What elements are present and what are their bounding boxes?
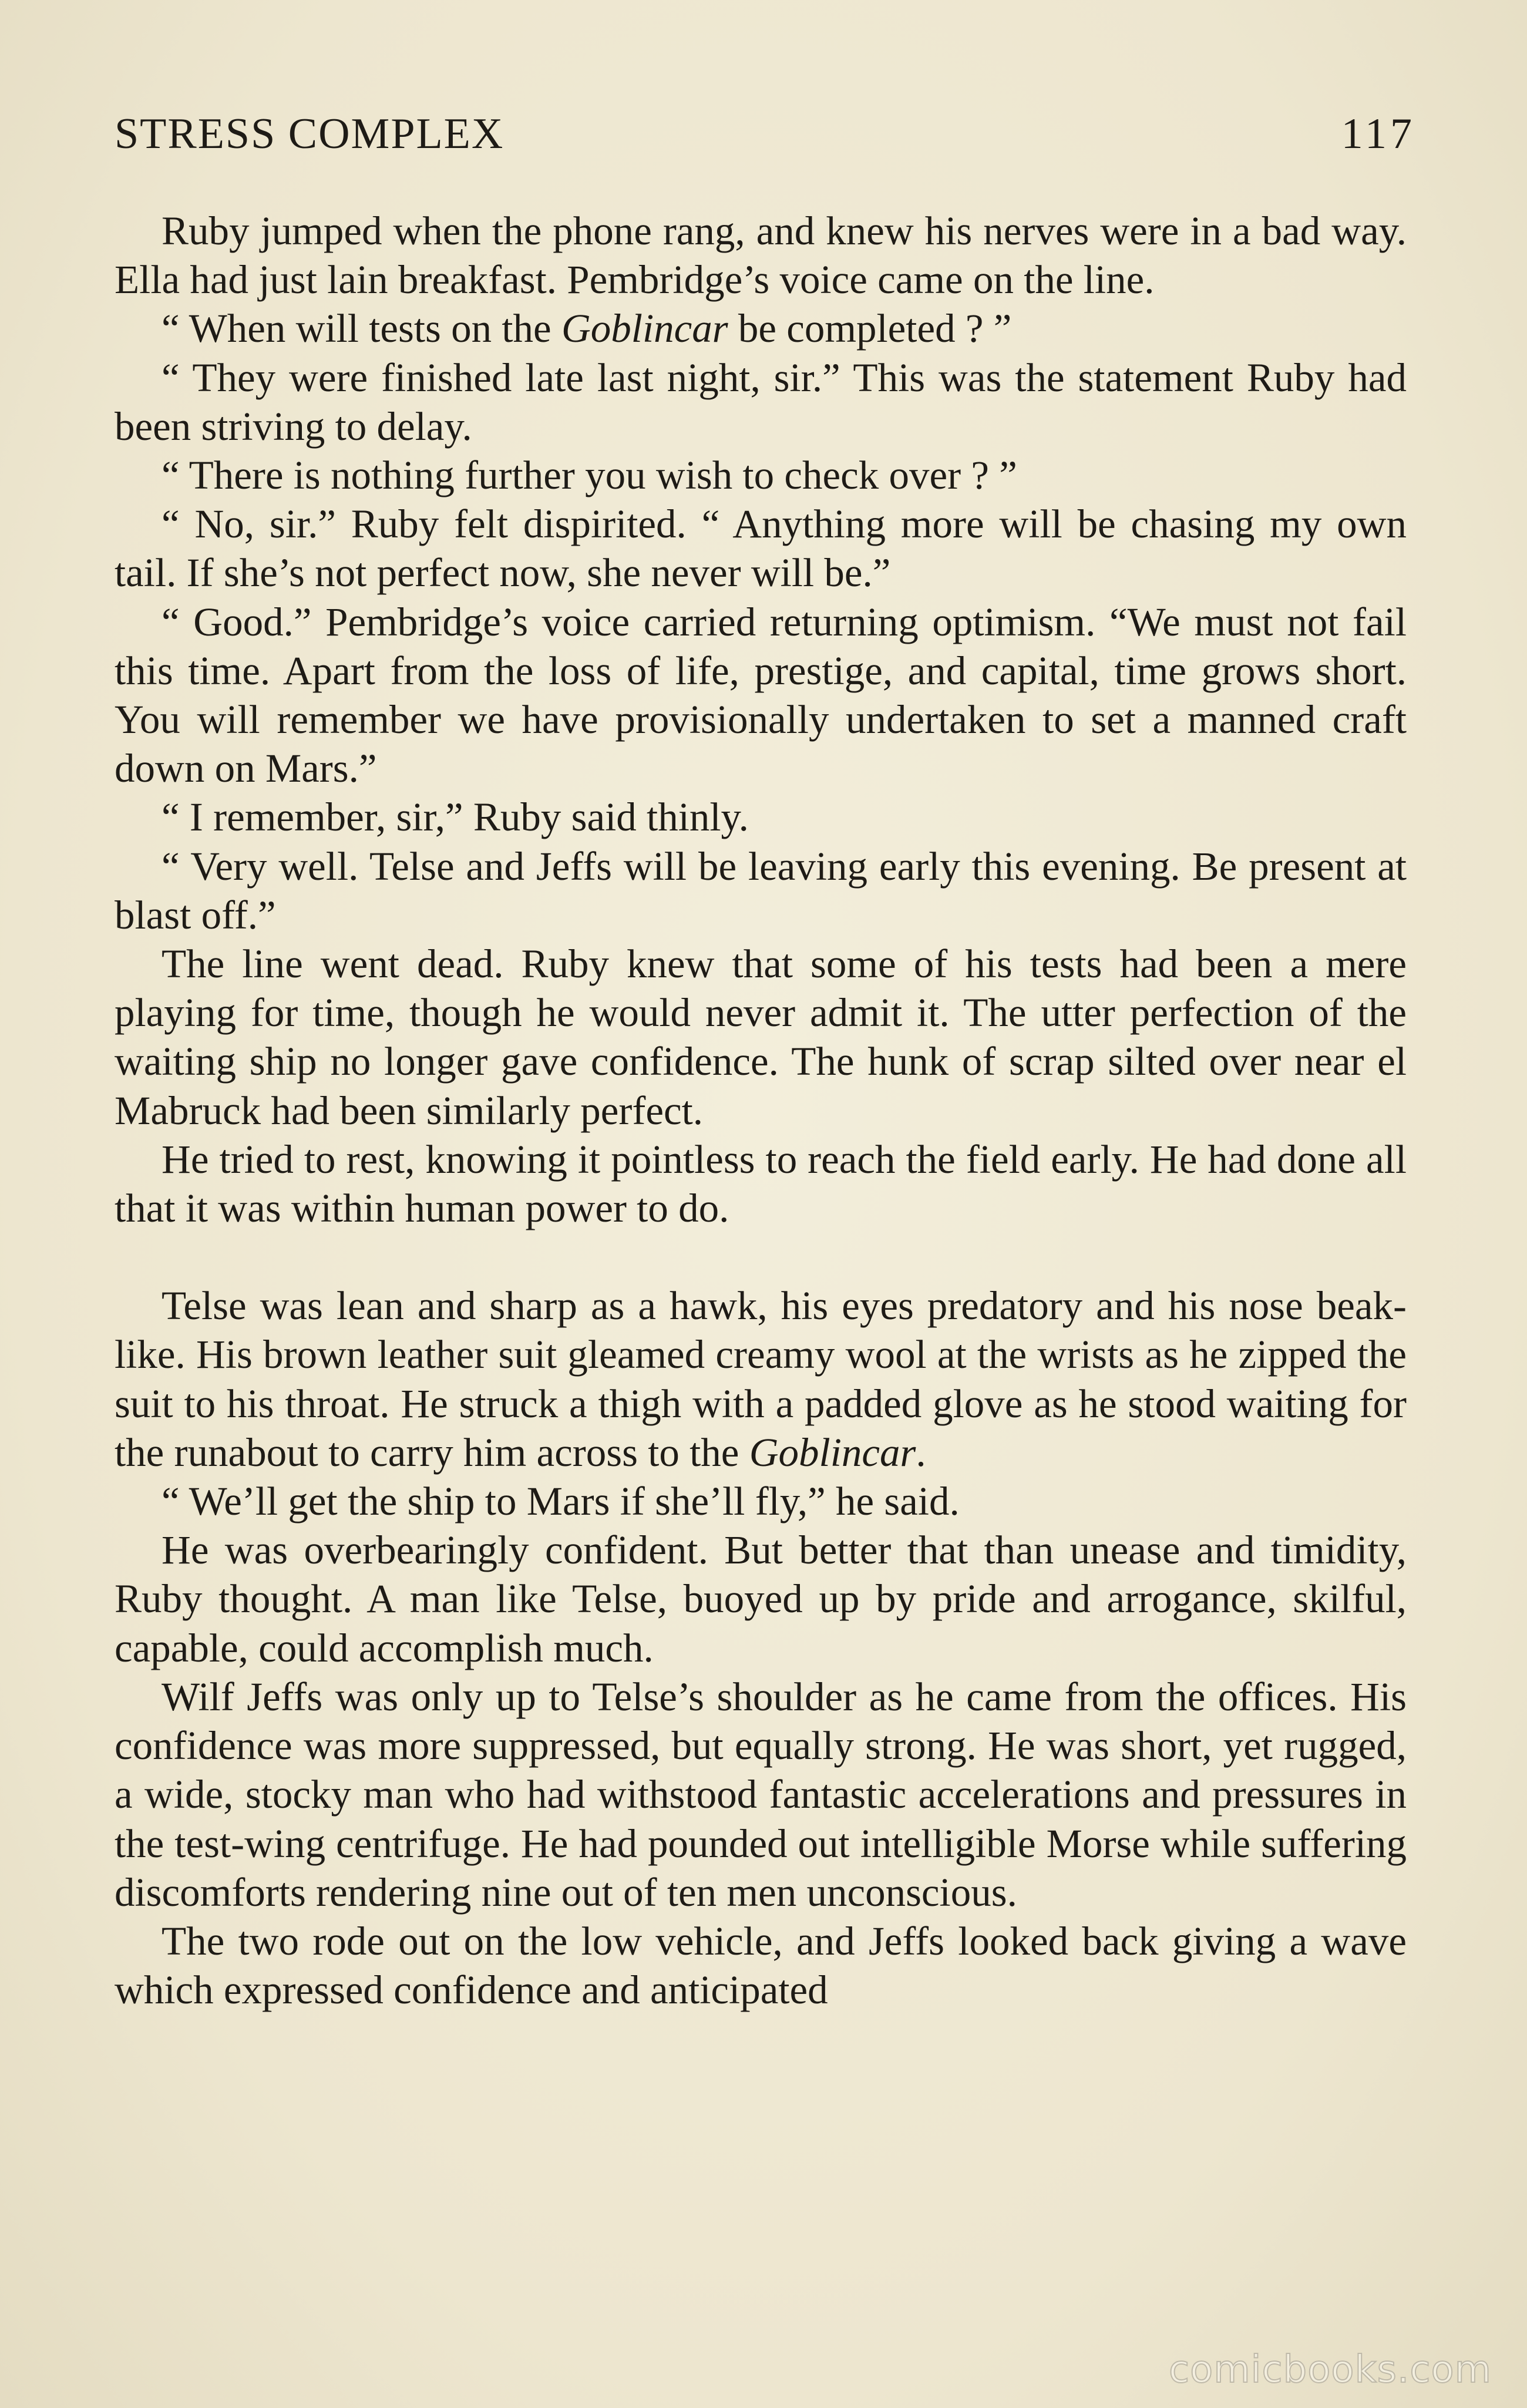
- text-segment: “ Very well. Telse and Jeffs will be leaving early this evening. Be present at blast off.”: [115, 843, 1407, 937]
- paragraph: [115, 1526, 1407, 1673]
- text-segment: be completed ? ”: [728, 306, 1012, 351]
- text-segment: Telse was lean and sharp as a hawk, his eyes predatory and his nose beak-like. His brown leather suit gleamed creamy wool at the wrists as he zipped the suit to his throat. He struck a thigh with a padded glove as he stood waiting for the runabout to carry him across to the: [115, 1283, 1407, 1475]
- italic-ship-name: Goblincar: [561, 306, 728, 351]
- paragraph: [115, 1917, 1407, 2014]
- paragraph: [115, 1477, 1407, 1526]
- text-segment: .: [916, 1430, 926, 1475]
- text-segment: “ There is nothing further you wish to check over ? ”: [162, 453, 1017, 498]
- paragraph: [115, 940, 1407, 1135]
- running-head: [115, 105, 1415, 163]
- paragraph: [115, 451, 1407, 500]
- text-segment: “ Good.” Pembridge’s voice carried returning optimism. “We must not fail this time. Apart from the loss of life, prestige, and capital, time grows short. You will remember we have provisionally undertaken to set a manned craft down on Mars.”: [115, 599, 1407, 791]
- paragraph: [115, 842, 1407, 940]
- text-segment: “ They were finished late last night, sir.” This was the statement Ruby had been striving to delay.: [115, 355, 1407, 449]
- text-segment: Wilf Jeffs was only up to Telse’s shoulder as he came from the offices. His confidence was more suppressed, but equally strong. He was short, yet rugged, a wide, stocky man who had withstood fantastic accelerations and pressures in the test-wing centrifuge. He had pounded out intelligible Morse while suffering discomforts rendering nine out of ten men unconscious.: [115, 1674, 1407, 1915]
- paragraph: [115, 1673, 1407, 1917]
- body-text: [115, 207, 1407, 2014]
- paragraph: [115, 354, 1407, 451]
- text-segment: Ruby jumped when the phone rang, and knew his nerves were in a bad way. Ella had just lain breakfast. Pembridge’s voice came on the line.: [115, 208, 1407, 302]
- italic-ship-name: Goblincar: [749, 1430, 916, 1475]
- paragraph: [115, 207, 1407, 304]
- text-segment: “ I remember, sir,” Ruby said thinly.: [162, 795, 749, 840]
- paragraph: [115, 304, 1407, 353]
- paragraph: [115, 500, 1407, 597]
- paragraph: [115, 598, 1407, 793]
- text-segment: The two rode out on the low vehicle, and Jeffs looked back giving a wave which expressed confidence and anticipated: [115, 1918, 1407, 2013]
- paragraph: [115, 1282, 1407, 1477]
- chapter-title: STRESS COMPLEX: [115, 110, 504, 158]
- text-segment: “ When will tests on the: [162, 306, 561, 351]
- text-segment: The line went dead. Ruby knew that some of his tests had been a mere playing for time, though he would never admit it. The utter perfection of the waiting ship no longer gave confidence. The hunk of scrap silted over near el Mabruck had been similarly perfect.: [115, 941, 1407, 1133]
- paragraph: [115, 1135, 1407, 1233]
- watermark: comicbooks.com: [1168, 2348, 1492, 2392]
- text-segment: “ No, sir.” Ruby felt dispirited. “ Anything more will be chasing my own tail. If she’s not perfect now, she never will be.”: [115, 502, 1407, 596]
- page-number: 117: [1341, 110, 1415, 158]
- text-segment: “ We’ll get the ship to Mars if she’ll fly,” he said.: [162, 1479, 960, 1524]
- paragraph: [115, 793, 1407, 842]
- text-segment: He was overbearingly confident. But better that than unease and timidity, Ruby thought. A man like Telse, buoyed up by pride and arrogance, skilful, capable, could accomplish much.: [115, 1528, 1407, 1670]
- text-segment: He tried to rest, knowing it pointless to reach the field early. He had done all that it was within human power to do.: [115, 1136, 1407, 1231]
